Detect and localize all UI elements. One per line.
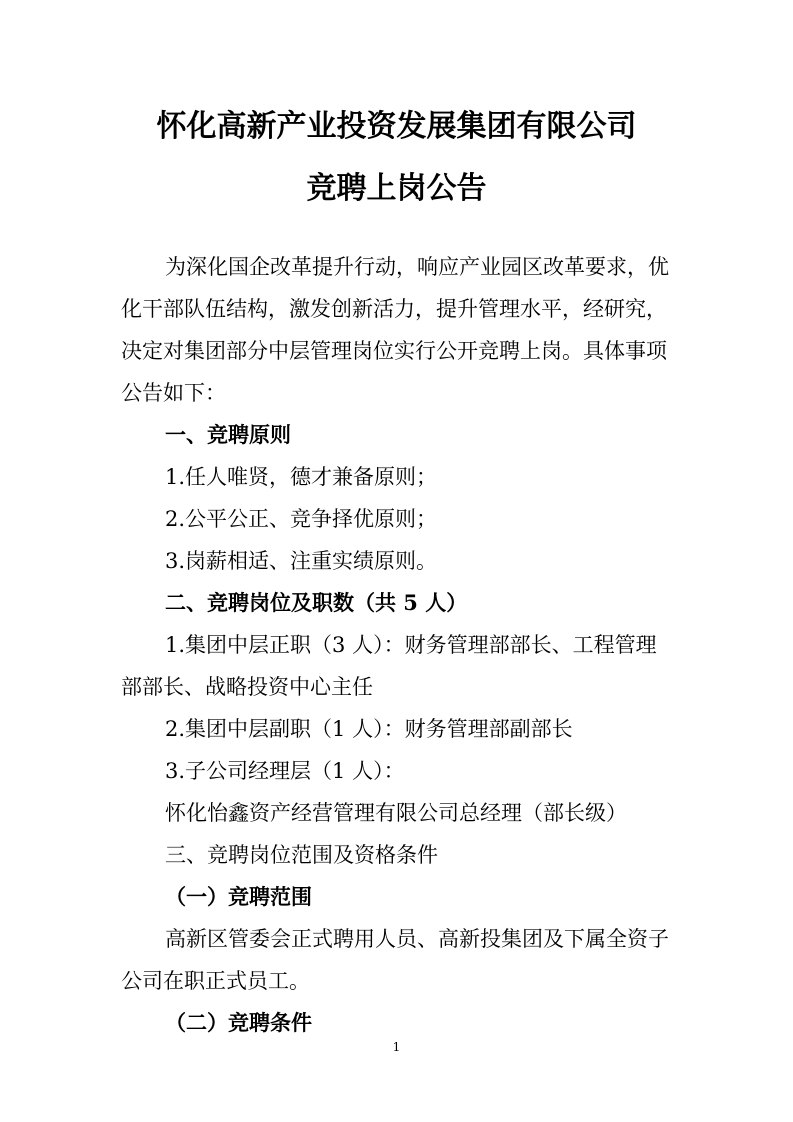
intro-line-3: 决定对集团部分中层管理岗位实行公开竞聘上岗。具体事项 — [121, 339, 667, 363]
section-heading-positions: 二、竞聘岗位及职数（共 5 人） — [165, 590, 468, 615]
document-subtitle: 竞聘上岗公告 — [306, 171, 487, 206]
position-item-1-line-1: 1.集团中层正职（3 人）：财务管理部部长、工程管理 — [165, 633, 657, 657]
section-heading-principles: 一、竞聘原则 — [165, 422, 291, 447]
principle-item-3: 3.岗薪相适、注重实绩原则。 — [165, 549, 438, 573]
position-item-1-line-2: 部部长、战略投资中心主任 — [121, 675, 373, 699]
subsection-heading-conditions: （二）竞聘条件 — [165, 1010, 312, 1035]
scope-line-2: 公司在职正式员工。 — [121, 969, 310, 993]
principle-item-2: 2.公平公正、竞争择优原则； — [165, 507, 438, 531]
position-item-3: 3.子公司经理层（1 人）： — [165, 759, 405, 783]
principle-item-1: 1.任人唯贤，德才兼备原则； — [165, 465, 438, 489]
section-heading-qualifications: 三、竞聘岗位范围及资格条件 — [165, 843, 438, 867]
scope-line-1: 高新区管委会正式聘用人员、高新投集团及下属全资子 — [165, 927, 669, 951]
intro-line-4: 公告如下： — [121, 381, 226, 405]
document-title: 怀化高新产业投资发展集团有限公司 — [156, 109, 637, 144]
intro-line-1: 为深化国企改革提升行动，响应产业园区改革要求，优 — [165, 255, 669, 279]
subsection-heading-scope: （一）竞聘范围 — [165, 884, 312, 909]
position-item-3-detail: 怀化怡鑫资产经营管理有限公司总经理（部长级） — [165, 801, 627, 825]
page-number: 1 — [392, 1040, 401, 1054]
intro-line-2: 化干部队伍结构，激发创新活力，提升管理水平，经研究， — [121, 297, 667, 321]
position-item-2: 2.集团中层副职（1 人）：财务管理部副部长 — [165, 717, 573, 741]
